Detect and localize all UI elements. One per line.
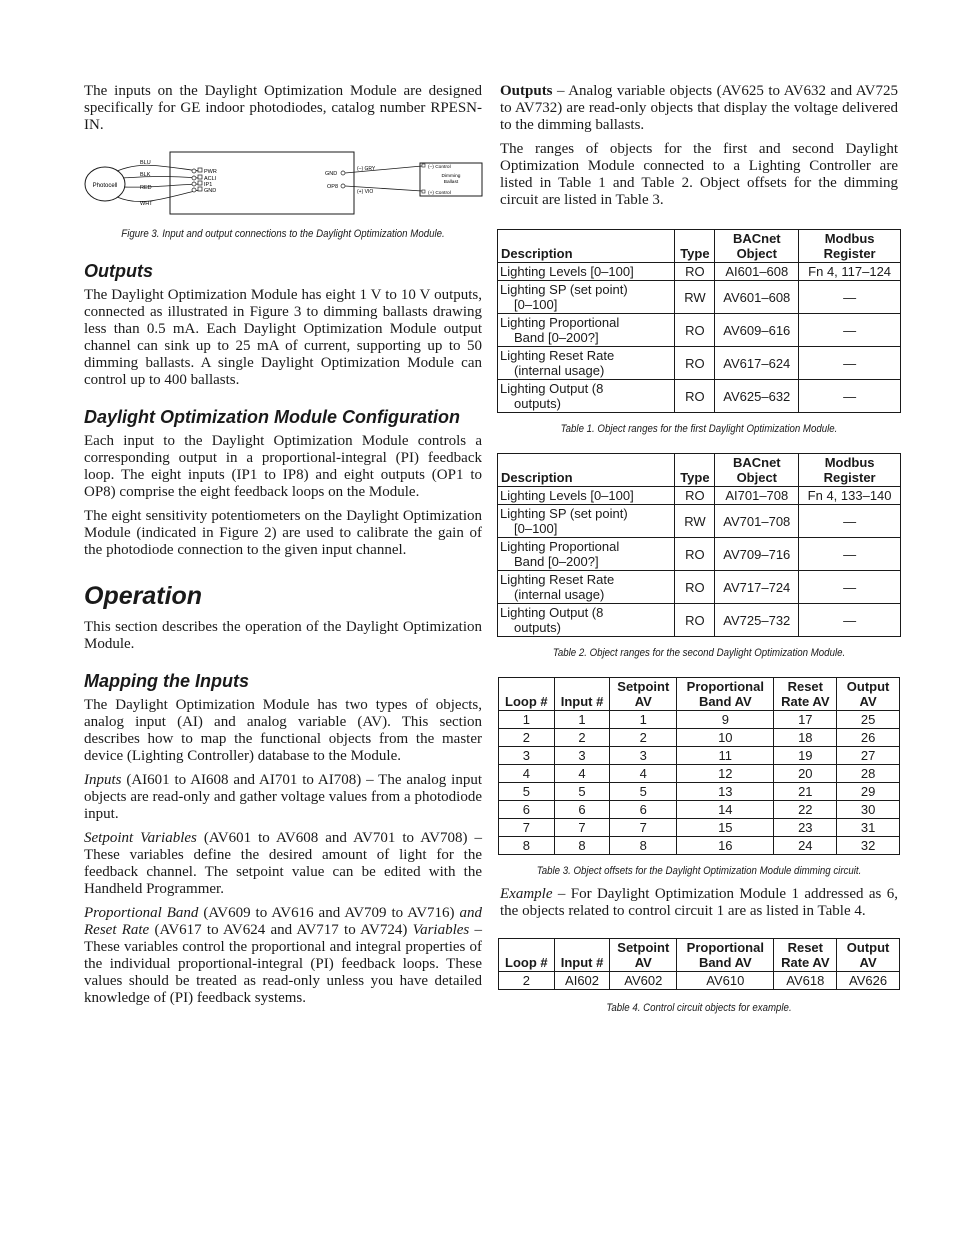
table-3-body <box>499 711 900 855</box>
table-cell: 1 <box>610 711 677 729</box>
column-header: Setpoint AV <box>610 678 677 711</box>
table-cell <box>498 487 675 505</box>
table-cell: RW <box>675 505 715 538</box>
pin-ip1: IP1 <box>204 182 213 188</box>
table-cell: Fn 4, 133–140 <box>799 487 901 505</box>
table-cell: 7 <box>499 819 555 837</box>
table-cell: 6 <box>610 801 677 819</box>
ballast-control-minus: (–) Control <box>428 165 451 170</box>
column-header: Modbus Register <box>799 454 901 487</box>
table-cell: AI601–608 <box>715 263 799 281</box>
table-cell: 31 <box>837 819 900 837</box>
table-cell: RW <box>675 281 715 314</box>
column-header: Loop # <box>499 939 555 972</box>
table-row <box>498 263 901 281</box>
table-row <box>499 801 900 819</box>
table-cell: AV618 <box>774 972 837 990</box>
table-cell: 6 <box>554 801 610 819</box>
table-cell: 29 <box>837 783 900 801</box>
pin-pwr: PWR <box>204 169 217 175</box>
signal-vio: (+) VIO <box>357 189 374 195</box>
table-row <box>498 538 901 571</box>
table-cell: 25 <box>837 711 900 729</box>
table-cell: — <box>799 604 901 637</box>
pb-text-2: (AV617 to AV624 and AV717 to AV724) <box>149 922 413 938</box>
pb-term: Proportional Band <box>84 905 199 921</box>
wire-color-blk: BLK <box>140 172 151 178</box>
column-header: Description <box>498 230 675 263</box>
table-cell: AI701–708 <box>715 487 799 505</box>
column-header: Type <box>675 454 715 487</box>
column-header: Proportional Band AV <box>677 678 774 711</box>
table-row <box>499 747 900 765</box>
table-cell: RO <box>675 380 715 413</box>
table-cell: 3 <box>554 747 610 765</box>
column-header: Loop # <box>499 678 555 711</box>
table-3-caption: Table 3. Object offsets for the Daylight Optimization Module dimming circuit. <box>536 865 862 877</box>
outputs-variable-text: – Analog variable objects (AV625 to AV632 and AV725 to AV732) are read-only objects that display the voltage delivered to the dimming ballasts. <box>500 83 898 133</box>
table-4 <box>498 938 900 990</box>
operation-heading: Operation <box>84 582 203 610</box>
table-cell <box>498 380 675 413</box>
example-term: Example <box>500 886 553 902</box>
table-cell: 30 <box>837 801 900 819</box>
ballast-label-1: Dimming <box>441 174 461 179</box>
column-header: Input # <box>554 678 610 711</box>
table-cell: 2 <box>554 729 610 747</box>
config-paragraph-2: The eight sensitivity potentiometers on the Daylight Optimization Module (indicated in Figure 2) are used to calibrate the gain of the photodiode connection to the given input channel. <box>84 508 482 558</box>
table-cell: 5 <box>499 783 555 801</box>
cell-text: Lighting Output (8 <box>500 381 604 396</box>
table-cell: 2 <box>499 972 555 990</box>
table-cell: AV701–708 <box>715 505 799 538</box>
setpoint-text: (AV601 to AV608 and AV701 to AV708) – These variables define the desired amount of light for the feedback channel. The setpoint value can be edited with the Handheld Programmer. <box>84 830 482 897</box>
cell-text: Lighting Levels [0–100] <box>500 264 634 279</box>
table-header-row <box>498 230 901 263</box>
table-cell: 4 <box>554 765 610 783</box>
config-heading: Daylight Optimization Module Configuration <box>84 407 460 427</box>
table-cell: 23 <box>774 819 837 837</box>
table-cell: 28 <box>837 765 900 783</box>
table-cell <box>498 347 675 380</box>
table-2 <box>497 453 901 637</box>
table-cell: AV709–716 <box>715 538 799 571</box>
table-row <box>498 281 901 314</box>
table-cell: 4 <box>610 765 677 783</box>
table-1-caption: Table 1. Object ranges for the first Daylight Optimization Module. <box>560 423 838 435</box>
table-cell: 2 <box>610 729 677 747</box>
table-cell <box>498 571 675 604</box>
table-row <box>499 765 900 783</box>
table-row <box>498 314 901 347</box>
cell-text: (internal usage) <box>514 363 605 378</box>
wire-color-red: RED <box>140 185 152 191</box>
cell-text: Lighting Reset Rate <box>500 348 615 363</box>
outputs-heading: Outputs <box>84 261 153 281</box>
wire-color-wht: WHT <box>140 201 153 207</box>
outputs-term: Outputs <box>500 83 553 99</box>
table-cell: AV609–616 <box>715 314 799 347</box>
table-cell: AV602 <box>610 972 677 990</box>
column-header: Reset Rate AV <box>774 939 837 972</box>
cell-text: Band [0–200?] <box>514 330 599 345</box>
table-cell: 3 <box>610 747 677 765</box>
cell-text: [0–100] <box>514 521 558 536</box>
table-cell: 22 <box>774 801 837 819</box>
module-box <box>170 152 354 214</box>
table-3 <box>498 677 900 855</box>
signal-gry: (–) GRY <box>357 166 376 172</box>
table-cell: 18 <box>774 729 837 747</box>
table-row <box>498 347 901 380</box>
table-cell: RO <box>675 263 715 281</box>
mapping-paragraph: The Daylight Optimization Module has two types of objects, analog input (AI) and analog variable (AV). This section describes how to map the functional objects from the master device (Lighting Controller) database to the Module. <box>84 697 482 764</box>
inputs-term: Inputs <box>84 772 122 788</box>
figure-3-caption: Figure 3. Input and output connections to the Daylight Optimization Module. <box>121 228 445 240</box>
table-cell <box>498 314 675 347</box>
table-cell: AV717–724 <box>715 571 799 604</box>
figure-3 <box>81 149 482 217</box>
table-cell: 8 <box>610 837 677 855</box>
outputs-paragraph: The Daylight Optimization Module has eight 1 V to 10 V outputs, connected as illustrated in Figure 3 to dimming ballasts drawing less than 0.5 mA. Each Daylight Optimization Module output channel can sink up to 25 mA of current, supporting up to 50 dimming ballasts. A single Daylight Optimization Module can control up to 400 ballasts. <box>84 287 482 388</box>
table-cell: RO <box>675 538 715 571</box>
pin-gnd-in: GND <box>204 188 217 194</box>
table-row <box>499 819 900 837</box>
table-cell <box>498 538 675 571</box>
example-paragraph <box>500 886 898 920</box>
column-header: Proportional Band AV <box>677 939 774 972</box>
table-cell: 4 <box>499 765 555 783</box>
cell-text: Band [0–200?] <box>514 554 599 569</box>
right-column <box>500 83 898 1015</box>
table-cell: AV610 <box>677 972 774 990</box>
column-header: Output AV <box>837 939 900 972</box>
table-cell: AI602 <box>554 972 610 990</box>
mapping-heading: Mapping the Inputs <box>84 671 249 691</box>
table-cell: 3 <box>499 747 555 765</box>
operation-paragraph: This section describes the operation of the Daylight Optimization Module. <box>84 619 482 652</box>
table-cell: 21 <box>774 783 837 801</box>
pin-acli: ACLI <box>204 176 217 182</box>
table-row <box>498 505 901 538</box>
table-cell: AV601–608 <box>715 281 799 314</box>
table-2-caption: Table 2. Object ranges for the second Daylight Optimization Module. <box>552 647 846 659</box>
pb-text-1: (AV609 to AV616 and AV709 to AV716) <box>198 905 460 921</box>
intro-paragraph: The inputs on the Daylight Optimization Module are designed specifically for GE indoor photodiodes, catalog number RPESN-IN. <box>84 83 482 133</box>
table-header-row <box>498 454 901 487</box>
variables-term: Variables <box>412 922 470 938</box>
table-row <box>499 972 900 990</box>
table-header-row <box>499 678 900 711</box>
wire-color-blu: BLU <box>140 160 151 166</box>
table-cell: 27 <box>837 747 900 765</box>
table-cell: — <box>799 571 901 604</box>
cell-text: (internal usage) <box>514 587 605 602</box>
pb-text-3: – These variables control the proportional and integral properties of the individual proportional-integral (PI) feedback loops. These values should be treated as read-only unless you have detailed knowledge of (PI) feedback systems. <box>84 922 482 1006</box>
table-cell: AV617–624 <box>715 347 799 380</box>
table-cell: — <box>799 347 901 380</box>
table-cell: 1 <box>499 711 555 729</box>
table-cell: 5 <box>554 783 610 801</box>
pin-gnd-out: GND <box>325 171 338 177</box>
cell-text: outputs) <box>514 396 561 411</box>
table-cell: — <box>799 538 901 571</box>
inputs-text: (AI601 to AI608 and AI701 to AI708) – The analog input objects are read-only and gather voltage values from a photodiode input. <box>84 772 482 822</box>
table-cell <box>498 281 675 314</box>
table-cell: 24 <box>774 837 837 855</box>
table-cell: — <box>799 314 901 347</box>
cell-text: Lighting Levels [0–100] <box>500 488 634 503</box>
table-cell <box>498 604 675 637</box>
table-cell: RO <box>675 487 715 505</box>
cell-text: [0–100] <box>514 297 558 312</box>
column-header: Output AV <box>837 678 900 711</box>
cell-text: Lighting SP (set point) <box>500 506 628 521</box>
table-cell: — <box>799 505 901 538</box>
table-cell: 20 <box>774 765 837 783</box>
table-cell: 6 <box>499 801 555 819</box>
column-header: BACnet Object <box>715 230 799 263</box>
cell-text: outputs) <box>514 620 561 635</box>
column-header: BACnet Object <box>715 454 799 487</box>
table-header-row <box>499 939 900 972</box>
column-header: Input # <box>554 939 610 972</box>
table-1 <box>497 229 901 413</box>
table-row <box>499 783 900 801</box>
table-cell: RO <box>675 347 715 380</box>
pb-paragraph <box>84 905 482 1007</box>
table-cell: 13 <box>677 783 774 801</box>
setpoint-paragraph <box>84 830 482 898</box>
table-cell: AV725–732 <box>715 604 799 637</box>
table-cell: 11 <box>677 747 774 765</box>
column-header: Reset Rate AV <box>774 678 837 711</box>
ballast-label-2: Ballast <box>443 180 459 185</box>
table-cell: 1 <box>554 711 610 729</box>
table-cell: AV626 <box>837 972 900 990</box>
table-cell: 5 <box>610 783 677 801</box>
table-cell: 8 <box>499 837 555 855</box>
table-row <box>499 711 900 729</box>
table-cell: 7 <box>554 819 610 837</box>
config-paragraph-1: Each input to the Daylight Optimization Module controls a corresponding output in a proportional-integral (PI) feedback loop. The eight inputs (IP1 to IP8) and eight outputs (OP1 to OP8) comprise the eight feedback loops on the Module. <box>84 433 482 500</box>
table-cell: 9 <box>677 711 774 729</box>
ranges-paragraph: The ranges of objects for the first and second Daylight Optimization Module connected to a Lighting Controller are listed in Table 1 and Table 2. Object offsets for the dimming circuit are listed in Table 3. <box>500 141 898 208</box>
table-cell: 7 <box>610 819 677 837</box>
table-cell: RO <box>675 571 715 604</box>
table-cell: 16 <box>677 837 774 855</box>
table-cell: 17 <box>774 711 837 729</box>
table-cell: AV625–632 <box>715 380 799 413</box>
table-cell: 15 <box>677 819 774 837</box>
column-header: Setpoint AV <box>610 939 677 972</box>
inputs-paragraph <box>84 772 482 823</box>
table-cell: 14 <box>677 801 774 819</box>
table-cell <box>498 263 675 281</box>
table-cell: 12 <box>677 765 774 783</box>
outputs-variable-paragraph <box>500 83 898 134</box>
table-cell: 26 <box>837 729 900 747</box>
example-text: – For Daylight Optimization Module 1 addressed as 6, the objects related to control circuit 1 are as listed in Table 4. <box>500 886 898 919</box>
table-cell: 19 <box>774 747 837 765</box>
table-cell: — <box>799 281 901 314</box>
column-header: Type <box>675 230 715 263</box>
ballast-control-plus: (+) Control <box>428 191 451 196</box>
column-header: Description <box>498 454 675 487</box>
table-4-caption: Table 4. Control circuit objects for example. <box>606 1002 792 1014</box>
table-row <box>498 487 901 505</box>
table-row <box>498 380 901 413</box>
table-cell: 8 <box>554 837 610 855</box>
table-cell: RO <box>675 314 715 347</box>
table-cell: — <box>799 380 901 413</box>
photocell-label: Photocell <box>92 183 118 189</box>
cell-text: Lighting Proportional <box>500 315 620 330</box>
reset-rate-term: and Reset Rate <box>84 905 482 938</box>
table-row <box>498 571 901 604</box>
wiring-diagram <box>81 149 483 217</box>
table-row <box>498 604 901 637</box>
pin-op8: OP8 <box>327 184 339 190</box>
table-cell <box>498 505 675 538</box>
table-cell: 2 <box>499 729 555 747</box>
table-row <box>499 837 900 855</box>
table-cell: 10 <box>677 729 774 747</box>
column-header: Modbus Register <box>799 230 901 263</box>
cell-text: Lighting Output (8 <box>500 605 604 620</box>
table-cell: Fn 4, 117–124 <box>799 263 901 281</box>
cell-text: Lighting Proportional <box>500 539 620 554</box>
cell-text: Lighting SP (set point) <box>500 282 628 297</box>
table-row <box>499 729 900 747</box>
table-cell: 32 <box>837 837 900 855</box>
cell-text: Lighting Reset Rate <box>500 572 615 587</box>
left-column <box>84 83 482 1014</box>
setpoint-term: Setpoint Variables <box>84 830 197 846</box>
table-cell: RO <box>675 604 715 637</box>
